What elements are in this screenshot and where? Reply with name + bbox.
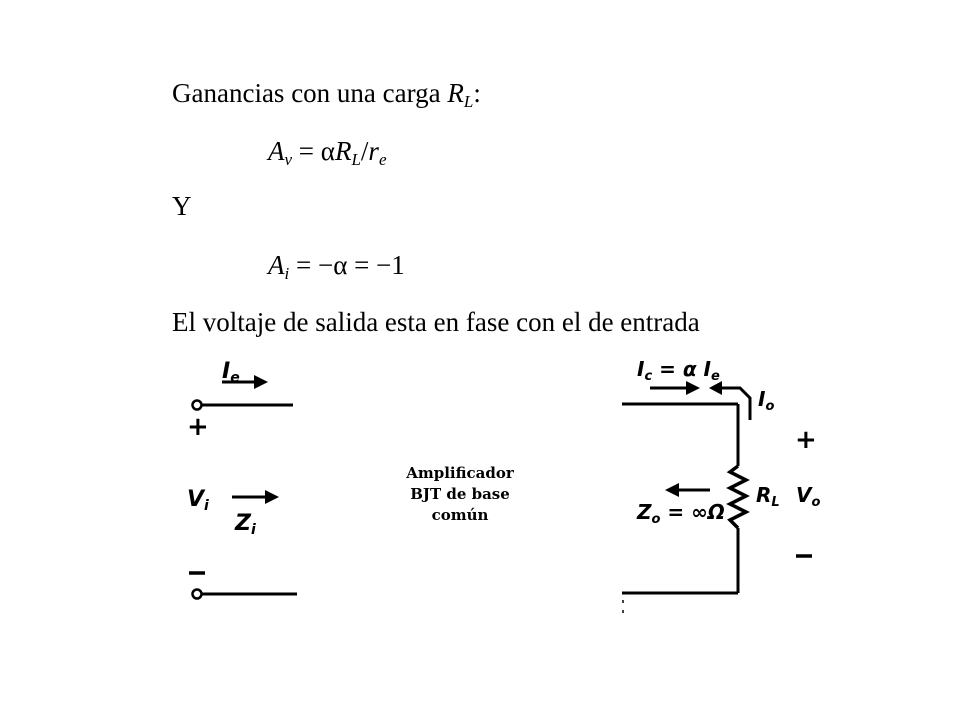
y-conjunction: Y — [172, 191, 192, 221]
av-e-sub: e — [378, 150, 387, 169]
av-eq: = — [292, 136, 321, 166]
output-plus: + — [795, 425, 817, 455]
heading-text: Ganancias con una carga — [172, 78, 448, 108]
input-terminal-bottom — [193, 590, 202, 599]
av-slash: / — [360, 136, 369, 166]
vo-label: $V_o$ — [796, 483, 821, 510]
input-plus: + — [187, 412, 209, 442]
av-v-sub: v — [284, 150, 293, 169]
ai-rest: = −α = −1 — [289, 250, 405, 280]
block-label-line3: común — [431, 506, 489, 524]
zo-label: $Z_o = \infty\Omega$ — [637, 500, 725, 527]
ai-a: A — [268, 250, 285, 280]
ic-label: $I_c = \alpha$ $I_e$ — [637, 357, 720, 384]
av-l-sub: L — [351, 150, 361, 169]
av-re: r — [368, 136, 379, 166]
rl-label: $R_L$ — [756, 483, 780, 510]
av-a: A — [268, 136, 285, 166]
heading-colon: : — [473, 78, 481, 108]
av-alpha: α — [320, 136, 335, 166]
zi-label: Zi — [235, 511, 256, 538]
ic-arrow — [650, 381, 700, 395]
io-label: $I_o$ — [758, 387, 775, 414]
heading-l-sub: L — [463, 92, 474, 111]
heading-r: R — [447, 78, 464, 108]
phase-statement: El voltaje de salida esta en fase con el de entrada — [172, 307, 700, 337]
block-label-line2: BJT de base — [410, 485, 510, 503]
block-label-line1: Amplificador — [406, 464, 514, 482]
zi-arrow — [232, 490, 279, 504]
ie-label: Ie — [222, 359, 240, 386]
av-r: R — [334, 136, 352, 166]
vi-label: Vi — [187, 487, 209, 514]
input-terminal-top — [193, 401, 202, 410]
io-arrow — [709, 381, 750, 420]
ai-i-sub: i — [284, 264, 290, 283]
load-resistor — [730, 466, 746, 528]
zo-arrow — [665, 483, 710, 497]
